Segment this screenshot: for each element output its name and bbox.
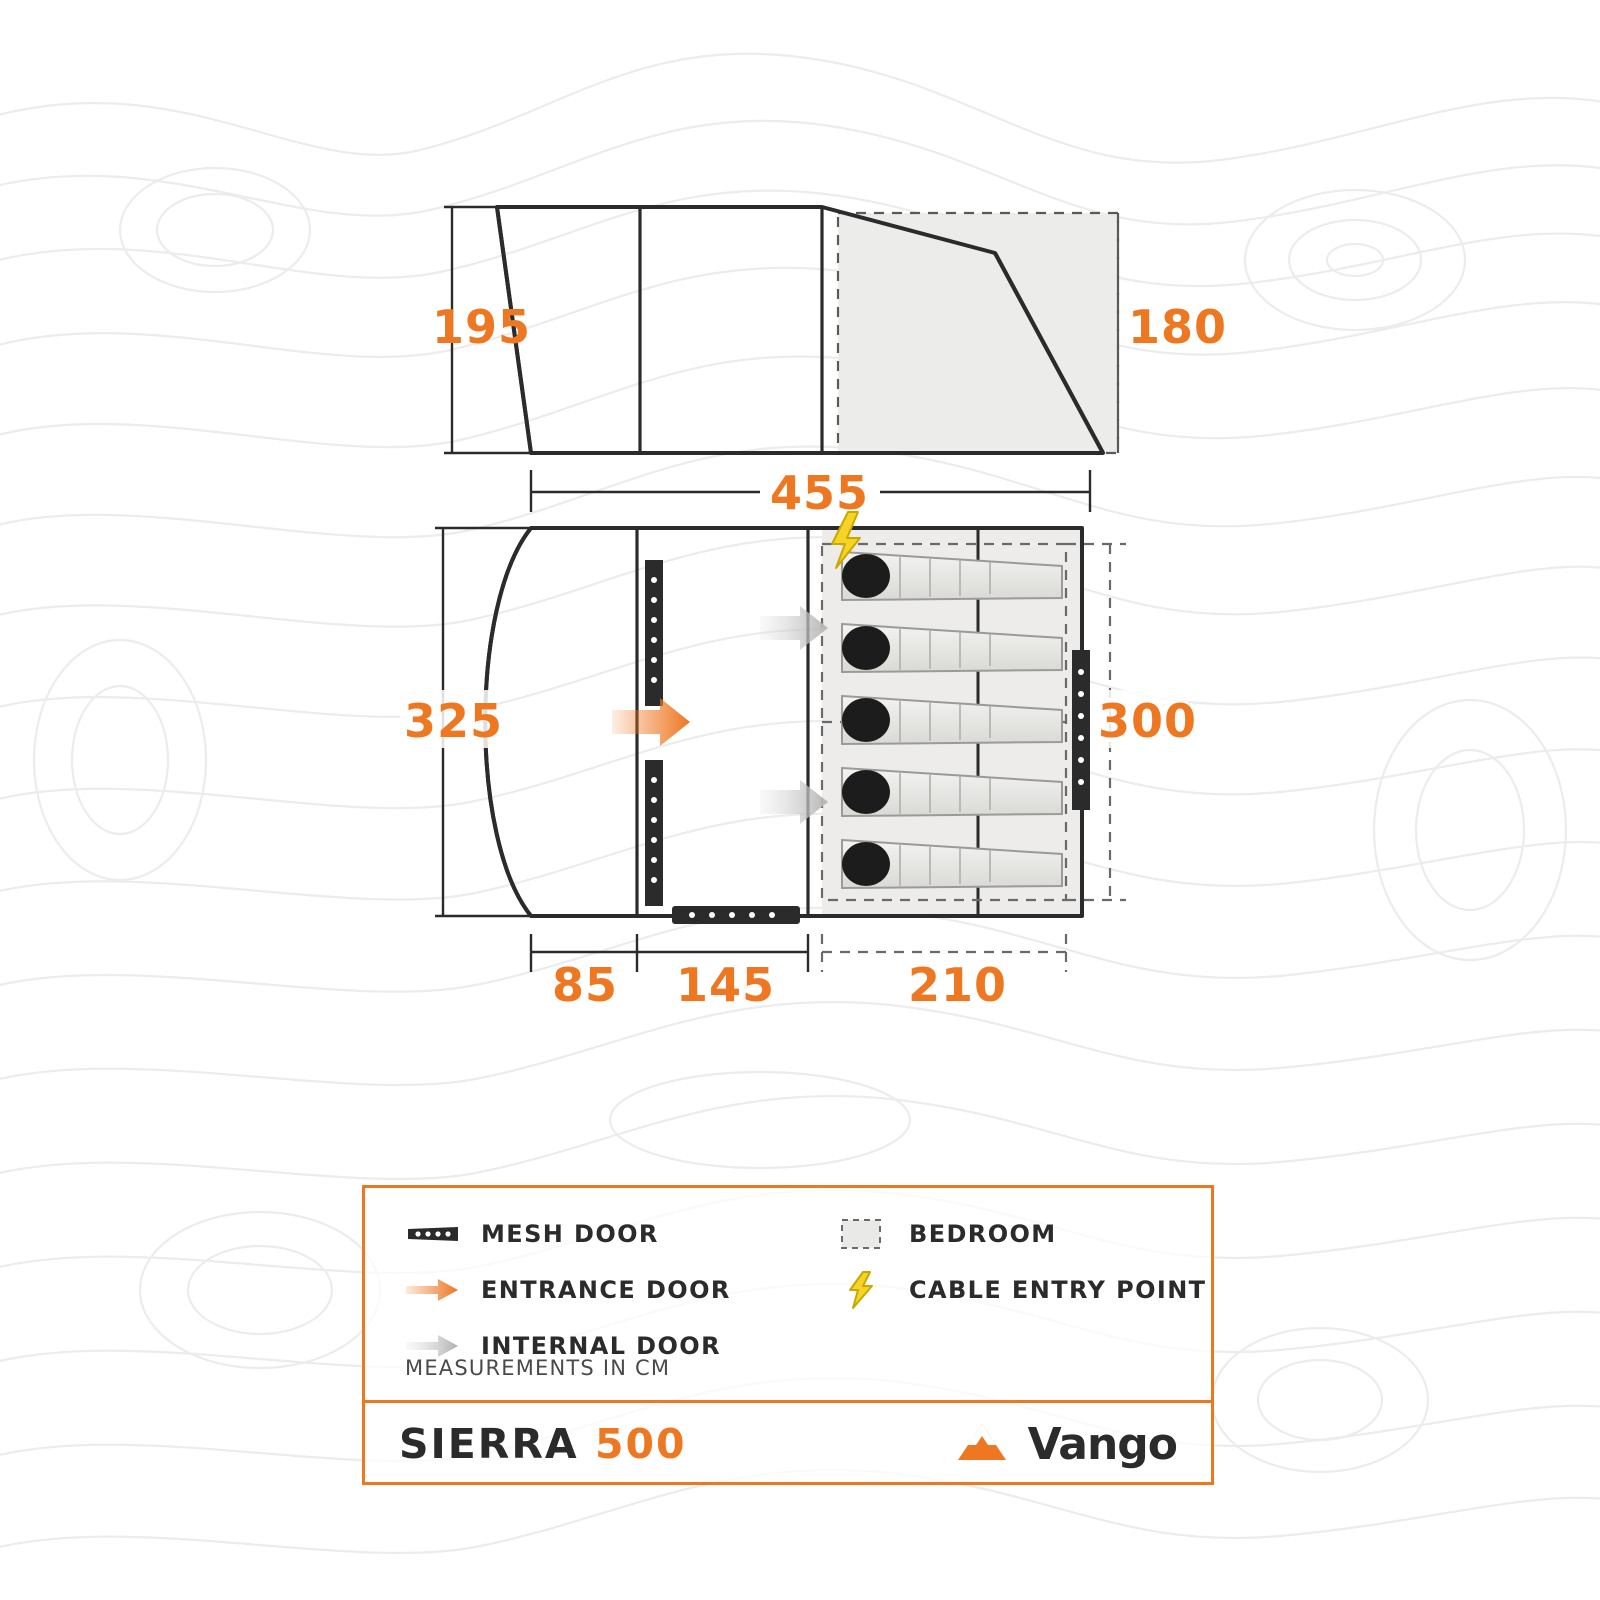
vango-mountain-icon xyxy=(952,1416,1028,1472)
internal-door-arrow-top xyxy=(760,606,828,650)
legend-column-left xyxy=(405,1212,731,1380)
dim-living-depth: 145 xyxy=(676,958,776,1012)
dim-plan-width-bedroom: 300 xyxy=(1098,694,1198,748)
dim-height-rear: 180 xyxy=(1128,300,1228,354)
product-name: SIERRA xyxy=(399,1420,579,1468)
mesh-door-bottom xyxy=(672,906,800,924)
bedroom-icon xyxy=(833,1219,889,1249)
legend-label-cable-entry: CABLE ENTRY POINT xyxy=(909,1276,1207,1304)
entrance-door-icon xyxy=(405,1275,461,1305)
brand-name: Vango xyxy=(1027,1418,1177,1470)
legend-item-cable-entry xyxy=(833,1268,1206,1312)
dim-porch-depth: 85 xyxy=(552,958,619,1012)
product-model: 500 xyxy=(594,1420,687,1468)
internal-door-arrow-bottom xyxy=(760,780,828,824)
legend-items xyxy=(365,1188,1211,1403)
dim-height-front: 195 xyxy=(432,300,532,354)
mesh-door-icon xyxy=(405,1219,461,1249)
legend-item-mesh-door xyxy=(405,1212,731,1256)
legend-title-row xyxy=(365,1403,1211,1485)
legend-label-bedroom: BEDROOM xyxy=(909,1220,1057,1248)
mesh-door-rear xyxy=(1072,650,1090,810)
floor-plan-view xyxy=(400,512,1188,972)
dim-bedroom-depth: 210 xyxy=(908,958,1008,1012)
legend-item-bedroom xyxy=(833,1212,1206,1256)
legend-label-mesh-door: MESH DOOR xyxy=(481,1220,659,1248)
dim-plan-width-front: 325 xyxy=(404,694,504,748)
legend-item-entrance-door xyxy=(405,1268,731,1312)
dim-total-length: 455 xyxy=(770,466,870,520)
brand-logo xyxy=(952,1416,1177,1472)
legend-panel xyxy=(362,1185,1214,1485)
measurements-note: MEASUREMENTS IN CM xyxy=(405,1356,671,1380)
legend-label-entrance-door: ENTRANCE DOOR xyxy=(481,1276,731,1304)
cable-entry-point-icon xyxy=(833,1275,889,1305)
legend-column-right xyxy=(833,1212,1206,1324)
product-title xyxy=(399,1420,687,1468)
legend-label-internal-door: INTERNAL DOOR xyxy=(481,1332,721,1360)
